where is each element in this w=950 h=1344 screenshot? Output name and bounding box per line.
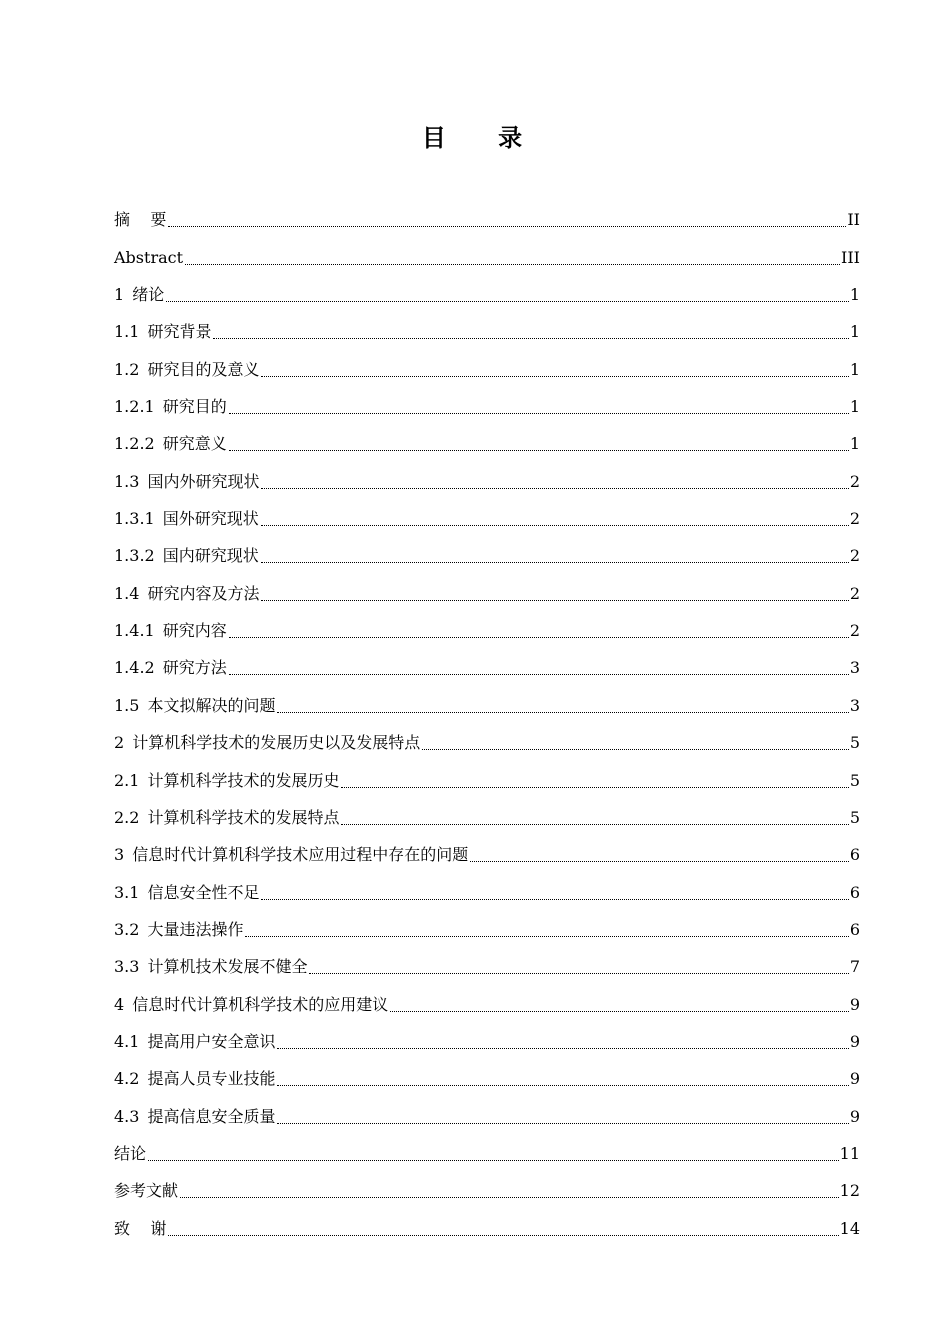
toc-dot-leader [229, 636, 849, 638]
toc-entry-text: 信息时代计算机科学技术的应用建议 [132, 994, 389, 1014]
toc-dot-leader [341, 786, 848, 788]
toc-entry-text: 研究内容及方法 [147, 583, 260, 603]
toc-entry-label [114, 612, 227, 649]
toc-dot-leader [277, 1122, 848, 1124]
toc-entry-label [114, 874, 259, 911]
toc-dot-leader [309, 972, 848, 974]
toc-entry-number: 1.4.1 [114, 621, 155, 641]
toc-entry-label [114, 1023, 275, 1060]
toc-entry-page: 11 [839, 1143, 860, 1163]
toc-entry-number: 2 [114, 733, 125, 753]
toc-entry-number: 3.3 [114, 957, 140, 977]
toc-entry[interactable] [114, 724, 860, 761]
toc-entry-page: 6 [849, 919, 860, 939]
toc-entry-text: 研究目的及意义 [147, 359, 260, 379]
toc-entry-page: 2 [849, 471, 860, 491]
toc-entry-number: 1.3.2 [114, 546, 155, 566]
toc-entry-page: 2 [849, 583, 860, 603]
toc-entry-label [114, 724, 420, 761]
toc-dot-leader [168, 225, 846, 227]
toc-entry[interactable] [114, 761, 860, 798]
toc-entry[interactable] [114, 238, 860, 275]
toc-dot-leader [148, 1159, 839, 1161]
toc-entry-page: 1 [849, 322, 860, 342]
toc-entry-text: 研究方法 [162, 658, 227, 678]
toc-entry-number: 4.2 [114, 1069, 140, 1089]
toc-entry-label [114, 836, 468, 873]
toc-entry-text: 国外研究现状 [162, 509, 259, 529]
toc-entry-label [114, 239, 183, 276]
toc-entry[interactable] [114, 313, 860, 350]
toc-entry-label [114, 649, 227, 686]
toc-dot-leader [277, 1047, 848, 1049]
toc-dot-leader [261, 561, 849, 563]
toc-entry-number: 1.3.1 [114, 509, 155, 529]
toc-dot-leader [422, 748, 849, 750]
toc-entry[interactable] [114, 425, 860, 462]
toc-entry[interactable] [114, 1023, 860, 1060]
toc-entry-label [114, 1060, 275, 1097]
toc-entry-text: 摘 要 [114, 210, 167, 230]
toc-entry-number: 2.2 [114, 807, 140, 827]
toc-entry[interactable] [114, 574, 860, 611]
toc-entry-number: 1.2.1 [114, 397, 155, 417]
toc-entry-label [114, 463, 259, 500]
toc-dot-leader [229, 412, 849, 414]
toc-entry[interactable] [114, 649, 860, 686]
toc-entry[interactable] [114, 1060, 860, 1097]
toc-entry-number: 4 [114, 994, 125, 1014]
toc-entry[interactable] [114, 1135, 860, 1172]
toc-entry-number: 1 [114, 285, 125, 305]
toc-entry-page: 1 [849, 285, 860, 305]
toc-dot-leader [185, 263, 840, 265]
toc-entry-label [114, 1210, 166, 1247]
toc-title: 目 录 [421, 124, 545, 152]
toc-entry[interactable] [114, 500, 860, 537]
toc-entry-text: 研究背景 [147, 322, 212, 342]
toc-entry-text: 国内外研究现状 [147, 471, 260, 491]
toc-dot-leader [261, 898, 848, 900]
toc-entry[interactable] [114, 799, 860, 836]
toc-entry-page: 9 [849, 994, 860, 1014]
toc-entry-page: 2 [849, 621, 860, 641]
toc-entry-label [114, 1135, 146, 1172]
toc-entry-page: 5 [849, 770, 860, 790]
toc-entry-text: 研究内容 [162, 621, 227, 641]
toc-dot-leader [470, 860, 849, 862]
toc-entry-number: 2.1 [114, 770, 140, 790]
toc-entry[interactable] [114, 873, 860, 910]
toc-entry-text: 结论 [114, 1143, 147, 1163]
toc-entry[interactable] [114, 1209, 860, 1246]
toc-entry-page: 1 [849, 397, 860, 417]
toc-dot-leader [168, 1234, 838, 1236]
toc-entry-text: 参考文献 [114, 1181, 179, 1201]
toc-entry-label [114, 500, 259, 537]
toc-entry-text: 国内研究现状 [162, 546, 259, 566]
toc-entry-number: 1.5 [114, 695, 140, 715]
toc-entry-text: 信息安全性不足 [147, 882, 260, 902]
toc-entry-page: 2 [849, 509, 860, 529]
toc-entry[interactable] [114, 1172, 860, 1209]
toc-entry-page: III [841, 247, 860, 267]
toc-entry-label [114, 276, 164, 313]
toc-entry-text: 提高用户安全意识 [147, 1031, 276, 1051]
toc-entry-page: 14 [839, 1218, 860, 1238]
toc-dot-leader [180, 1196, 839, 1198]
toc-entry-text: 致 谢 [114, 1218, 167, 1238]
toc-dot-leader [166, 300, 849, 302]
toc-entry-number: 1.4.2 [114, 658, 155, 678]
toc-entry-text: 本文拟解决的问题 [147, 695, 276, 715]
toc-dot-leader [261, 599, 848, 601]
toc-entry-text: 提高人员专业技能 [147, 1069, 276, 1089]
toc-dot-leader [261, 487, 848, 489]
toc-entry[interactable] [114, 388, 860, 425]
toc-entry-label [114, 687, 275, 724]
toc-entry-label [114, 762, 339, 799]
toc-entry-number: 3 [114, 845, 125, 865]
toc-entry-page: 3 [849, 658, 860, 678]
toc-dot-leader [213, 337, 848, 339]
toc-entry-text: 计算机技术发展不健全 [147, 957, 308, 977]
toc-entry-text: 研究意义 [162, 434, 227, 454]
toc-entry[interactable] [114, 350, 860, 387]
toc-entry-text: 计算机科学技术的发展历史以及发展特点 [132, 733, 421, 753]
toc-entry[interactable] [114, 276, 860, 313]
toc-dot-leader [261, 524, 849, 526]
toc-entry-label [114, 388, 227, 425]
toc-entry[interactable] [114, 537, 860, 574]
toc-entry-label [114, 313, 211, 350]
toc-entry-label [114, 1098, 275, 1135]
toc-entry-number: 1.2 [114, 359, 140, 379]
toc-entry-label [114, 911, 243, 948]
toc-entry[interactable] [114, 462, 860, 499]
toc-entry-page: 1 [849, 359, 860, 379]
toc-entry-number: 1.3 [114, 471, 140, 491]
toc-entry-label [114, 986, 388, 1023]
toc-entry-page: 6 [849, 882, 860, 902]
toc-entry-text: Abstract [114, 247, 184, 267]
toc-entry-number: 3.2 [114, 919, 140, 939]
toc-entry-label [114, 425, 227, 462]
toc-dot-leader [277, 711, 848, 713]
toc-entry-page: 9 [849, 1069, 860, 1089]
toc-entry-text: 大量违法操作 [147, 919, 244, 939]
toc-dot-leader [277, 1084, 848, 1086]
toc-dot-leader [229, 673, 849, 675]
toc-entry-number: 3.1 [114, 882, 140, 902]
toc-entry-label [114, 1172, 178, 1209]
toc-entry[interactable] [114, 948, 860, 985]
toc-entry-label [114, 575, 259, 612]
toc-entry-page: 12 [839, 1181, 860, 1201]
toc-entry[interactable] [114, 1097, 860, 1134]
toc-dot-leader [390, 1010, 849, 1012]
toc-entry-text: 提高信息安全质量 [147, 1106, 276, 1126]
toc-list [114, 201, 860, 1247]
toc-dot-leader [245, 935, 848, 937]
toc-dot-leader [229, 449, 849, 451]
toc-entry[interactable] [114, 612, 860, 649]
toc-entry-text: 信息时代计算机科学技术应用过程中存在的问题 [132, 845, 469, 865]
toc-entry[interactable] [114, 201, 860, 238]
toc-entry-number: 1.1 [114, 322, 140, 342]
toc-entry-label [114, 351, 259, 388]
toc-entry-number: 4.1 [114, 1031, 140, 1051]
toc-dot-leader [341, 823, 848, 825]
toc-entry[interactable] [114, 985, 860, 1022]
toc-entry-label [114, 799, 339, 836]
toc-entry-number: 1.4 [114, 583, 140, 603]
toc-entry-label [114, 948, 307, 985]
toc-entry-label [114, 537, 259, 574]
toc-entry-number: 1.2.2 [114, 434, 155, 454]
toc-entry[interactable] [114, 911, 860, 948]
toc-entry[interactable] [114, 836, 860, 873]
toc-entry-label [114, 201, 166, 238]
toc-entry-number: 4.3 [114, 1106, 140, 1126]
toc-entry-page: 7 [849, 957, 860, 977]
toc-entry-page: II [847, 210, 860, 230]
toc-entry-page: 2 [849, 546, 860, 566]
toc-entry-text: 绪论 [132, 285, 165, 305]
toc-entry-page: 9 [849, 1106, 860, 1126]
toc-entry-page: 1 [849, 434, 860, 454]
toc-entry[interactable] [114, 686, 860, 723]
toc-entry-text: 计算机科学技术的发展历史 [147, 770, 340, 790]
toc-dot-leader [261, 375, 848, 377]
toc-entry-page: 5 [849, 807, 860, 827]
toc-entry-text: 计算机科学技术的发展特点 [147, 807, 340, 827]
toc-entry-page: 3 [849, 695, 860, 715]
toc-entry-page: 9 [849, 1031, 860, 1051]
toc-entry-text: 研究目的 [162, 397, 227, 417]
toc-entry-page: 5 [849, 733, 860, 753]
toc-entry-page: 6 [849, 845, 860, 865]
